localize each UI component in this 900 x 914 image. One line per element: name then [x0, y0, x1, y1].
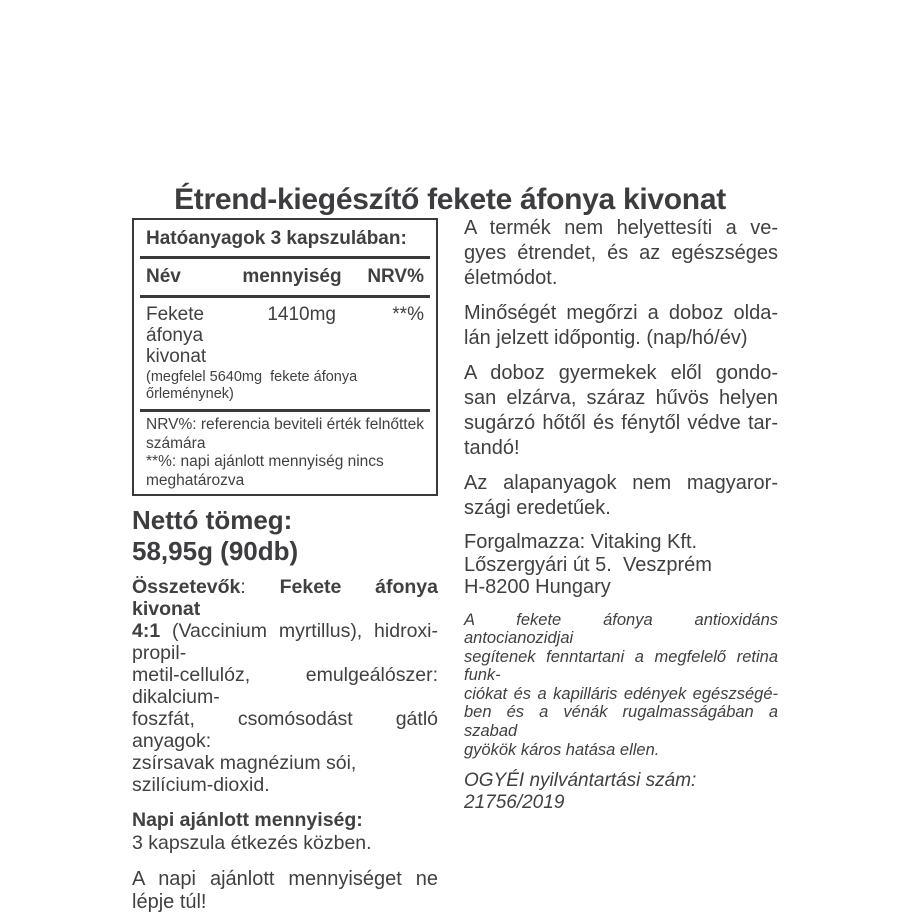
best-before-notice [464, 301, 778, 351]
table-column-headers [140, 259, 430, 295]
ingredients-separator: : [240, 576, 280, 598]
claim-line: A fekete áfonya antioxidáns antocianozidjai [464, 610, 778, 648]
footnote-nrv: NRV%: referencia beviteli érték felnőttek számára [146, 416, 424, 452]
registration-number: OGYÉI nyilvántartási szám: 21756/2019 [464, 770, 697, 814]
ingredient-name-line2: kivonat [146, 346, 207, 367]
net-weight-label: Nettó tömeg: [132, 505, 293, 535]
column-header-amount: mennyiség [242, 266, 342, 287]
varied-diet-notice [464, 216, 778, 291]
distributor-name: Forgalmazza: Vitaking Kft. [464, 531, 698, 553]
ingredients-line: foszfát, csomósodást gátló anyagok: [132, 708, 438, 752]
table-title: Hatóanyagok 3 kapszulában: [146, 228, 407, 249]
table-footnotes [140, 412, 430, 494]
ingredients-line1-bold: Fekete áfonya kivonat [132, 576, 438, 620]
paragraph-line: életmódot. [464, 267, 558, 289]
ingredients-line2-rest: (Vaccinium myrtillus), hidroxi-propil- [132, 620, 438, 664]
ingredient-amount: 1410mg [267, 304, 336, 325]
paragraph-line: sugárzó hőtől és fénytől védve tar- [464, 412, 778, 434]
paragraph-line: Minőségét megőrzi a doboz olda- [464, 302, 778, 324]
paragraph-line: A doboz gyermekek elől gondo- [464, 362, 778, 384]
active-ingredients-table [132, 218, 438, 496]
ingredient-nrv: **% [392, 304, 424, 325]
dosage-heading: Napi ajánlott mennyiség: [132, 809, 363, 831]
footnote-asterisk: **%: napi ajánlott mennyiség nincs meghatározva [146, 453, 384, 489]
table-row [140, 298, 430, 367]
ingredient-equivalence-note: (megfelel 5640mg fekete áfonya őrleménynek) [146, 369, 362, 402]
ingredient-name-line1: Fekete áfonya [146, 304, 205, 346]
column-header-nrv: NRV% [367, 266, 424, 287]
ingredients-line [132, 620, 438, 664]
ingredients-label: Összetevők [132, 576, 241, 598]
page-title: Étrend-kiegészítő fekete áfonya kivonat [174, 183, 726, 217]
paragraph-line: szági eredetűek. [464, 497, 611, 519]
dosage-section [132, 809, 438, 855]
ingredients-line [132, 576, 438, 620]
ingredient-name [146, 304, 257, 367]
ingredients-ratio: 4:1 [132, 620, 161, 642]
claim-line: ciókat és a kapilláris edények egészségé- [464, 684, 778, 703]
claim-line: ben és a vénák rugalmasságában a szabad [464, 703, 778, 741]
net-weight [132, 505, 438, 567]
overdose-warning [132, 868, 438, 914]
left-column [132, 218, 438, 914]
warning-line: lépje túl! [132, 891, 207, 913]
warning-line: A napi ajánlott mennyiséget ne [132, 868, 438, 890]
dosage-text: 3 kapszula étkezés közben. [132, 832, 372, 854]
ingredients-line: zsírsavak magnézium sói, szilícium-dioxid. [132, 752, 357, 796]
paragraph-line: lán jelzett időpontig. (nap/hó/év) [464, 327, 748, 349]
net-weight-value: 58,95g (90db) [132, 536, 299, 566]
paragraph-line: tandó! [464, 437, 520, 459]
distributor-street: Lőszergyári út 5. Veszprém [464, 553, 712, 576]
ingredients-line: metil-cellulóz, emulgeálószer: dikalcium- [132, 664, 438, 708]
paragraph-line: san elzárva, száraz hűvös helyen [464, 387, 778, 409]
claim-line: gyökök káros hatása ellen. [464, 740, 660, 759]
distributor-info [464, 531, 778, 599]
right-column [464, 216, 778, 814]
health-claim [464, 611, 778, 760]
ingredients-paragraph [132, 576, 438, 796]
storage-notice [464, 361, 778, 461]
claim-line: segítenek fenntartani a megfelelő retina funk- [464, 647, 778, 685]
paragraph-line: gyes étrendet, és az egészséges [464, 242, 778, 264]
column-header-name: Név [146, 266, 181, 287]
origin-notice [464, 471, 778, 521]
distributor-city: H-8200 Hungary [464, 576, 611, 598]
paragraph-line: A termék nem helyettesíti a ve- [464, 217, 778, 239]
paragraph-line: Az alapanyagok nem magyaror- [464, 472, 778, 494]
